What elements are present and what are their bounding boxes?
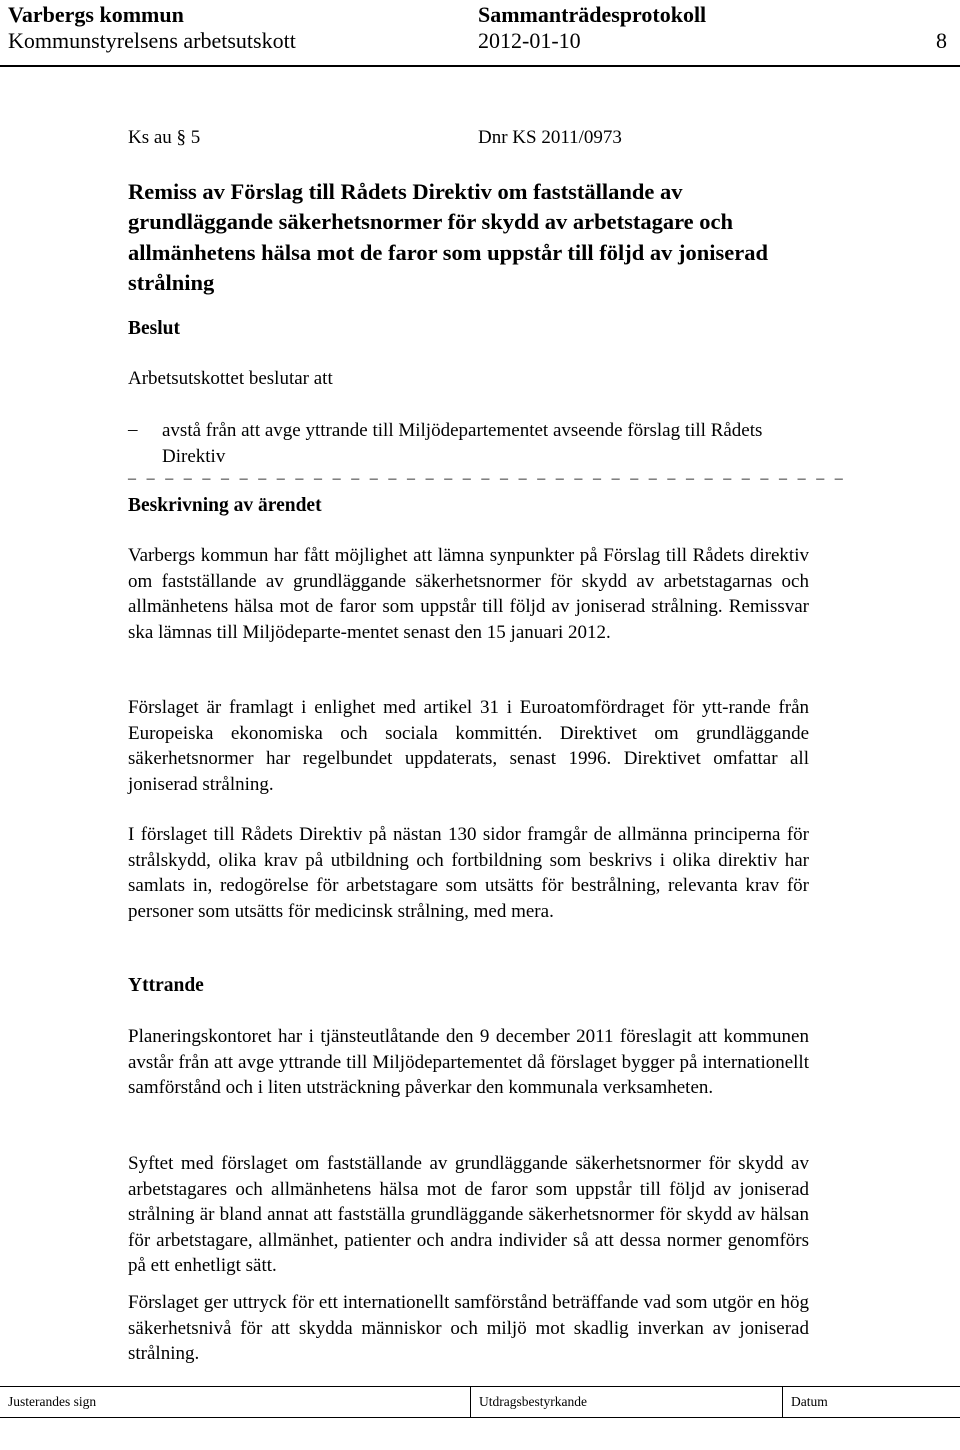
municipality-name: Varbergs kommun bbox=[8, 2, 184, 27]
beskrivning-paragraph-2: Förslaget är framlagt i enlighet med artikel 31 i Euroatomfördraget för ytt-rande från Europeiska ekonomiska och sociala kommittén. Direktivet om grundläggande säkerhetsnormer har regelbundet uppdaterats, senast 1996. Direktivet omfattar all joniserad strålning. bbox=[128, 697, 809, 795]
beslut-bullet-text: avstå från att avge yttrande till Miljödepartementet avseende förslag till Rådets Direktiv bbox=[162, 420, 763, 467]
footer-extract-cell bbox=[470, 1387, 782, 1417]
yttrande-heading: Yttrande bbox=[128, 975, 204, 996]
beslut-intro: Arbetsutskottet beslutar att bbox=[128, 368, 333, 389]
footer-extract-label: Utdragsbestyrkande bbox=[479, 1394, 587, 1409]
document-type: Sammanträdesprotokoll bbox=[478, 2, 707, 27]
yttrande-paragraph-2: Syftet med förslaget om fastställande av grundläggande säkerhetsnormer för skydd av arbetstagares och allmänhetens hälsa mot de faror som uppstår till följd av joniserad strålning är bland annat att fastställa grundläggande säkerhetsnormer för skydd av hälsan för arbetstagare, allmänhet, patienter och andra individer så att dessa normer genomförs på ett enhetligt sätt. bbox=[128, 1153, 809, 1276]
footer-date-label: Datum bbox=[791, 1394, 828, 1409]
yttrande-paragraph-1: Planeringskontoret har i tjänsteutlåtande den 9 december 2011 föreslagit att kommunen avstår från att avge yttrande till Miljödepartementet då förslaget bygger på internationellt samförstånd och i liten utsträckning påverkar den kommunala verksamheten. bbox=[128, 1026, 809, 1098]
beslut-heading: Beslut bbox=[128, 318, 181, 339]
footer-sign-label: Justerandes sign bbox=[8, 1394, 97, 1409]
case-dnr: Dnr KS 2011/0973 bbox=[478, 127, 622, 148]
separator-line: – – – – – – – – – – – – – – – – – – – – – – – – – – – – – – – – – – – – – – – bbox=[128, 470, 847, 487]
bullet-marker: – bbox=[128, 419, 138, 440]
signature-footer bbox=[0, 1386, 960, 1418]
footer-date-cell bbox=[782, 1387, 960, 1417]
beskrivning-paragraph-3: I förslaget till Rådets Direktiv på nästan 130 sidor framgår de allmänna principerna för strålskydd, olika krav på utbildning och fortbildning som beskrivs i olika direktiv har samlats in, redogörelse för arbetstagare som utsätts för bestrålning, relevanta krav för personer som utsätts för medicinsk strålning, med mera. bbox=[128, 824, 809, 922]
case-title: Remiss av Förslag till Rådets Direktiv om fastställande av grundläggande säkerhetsnormer för skydd av arbetstagare och allmänhetens hälsa mot de faror som uppstår till följd av joniserad strålning bbox=[128, 179, 769, 295]
beskrivning-paragraph-1: Varbergs kommun har fått möjlighet att lämna synpunkter på Förslag till Rådets direktiv om fastställande av grundläggande säkerhetsnormer för skydd av arbetstagarnas och allmänhetens hälsa mot de faror som uppstår till följd av joniserad strålning. Remissvar ska lämnas till Miljödeparte-mentet senast den 15 januari 2012. bbox=[128, 545, 809, 643]
page-number: 8 bbox=[936, 28, 947, 53]
committee-name: Kommunstyrelsens arbetsutskott bbox=[8, 28, 296, 53]
case-number: Ks au § 5 bbox=[128, 127, 201, 148]
beskrivning-heading: Beskrivning av ärendet bbox=[128, 495, 322, 516]
header-rule bbox=[0, 65, 960, 67]
meeting-date: 2012-01-10 bbox=[478, 28, 581, 53]
yttrande-paragraph-3: Förslaget ger uttryck för ett internationellt samförstånd beträffande vad som utgör en hög säkerhetsnivå för att skydda människor och miljö mot skadlig inverkan av joniserad strålning. bbox=[128, 1292, 809, 1364]
footer-sign-cell bbox=[0, 1387, 470, 1417]
